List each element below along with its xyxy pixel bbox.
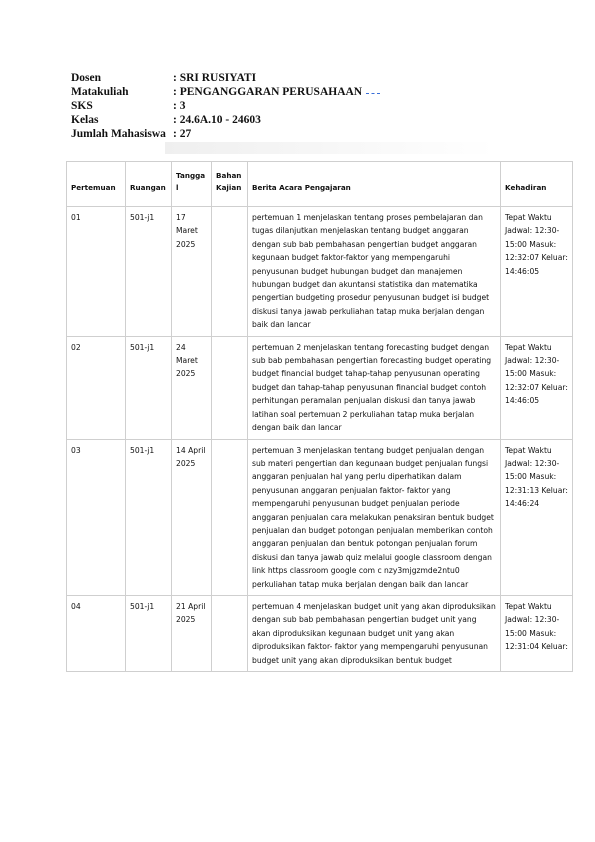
cell-bahan-kajian xyxy=(212,207,248,337)
col-header-ruangan: Ruangan xyxy=(126,162,172,207)
col-header-pertemuan: Pertemuan xyxy=(67,162,126,207)
header-row-matakuliah xyxy=(71,85,380,99)
cell-tanggal: 14 April 2025 xyxy=(172,439,212,595)
cell-bahan-kajian xyxy=(212,595,248,671)
header-label: Dosen xyxy=(71,72,102,84)
course-header xyxy=(71,71,380,141)
header-value: : 24.6A.10 - 24603 xyxy=(173,114,261,126)
header-shade xyxy=(165,142,495,154)
cell-ruangan: 501-j1 xyxy=(126,336,172,439)
spellcheck-underline xyxy=(366,85,380,94)
header-row-kelas xyxy=(71,113,380,127)
cell-berita-acara: pertemuan 1 menjelaskan tentang proses pembelajaran dan tugas dilanjutkan menjelaskan tentang budget anggaran dengan sub bab pembahasan pengertian budget anggaran kegunaan budget faktor-faktor yang mempengaruhi penyusunan budget hubungan budget dan manajemen hubungan budget dan akuntansi statistika dan matematika pengertian budgeting prosedur penyusunan budget isi budget diskusi tanya jawab perkuliahan tatap muka berjalan dengan baik dan lancar xyxy=(248,207,501,337)
cell-pertemuan: 01 xyxy=(67,207,126,337)
table-row xyxy=(67,336,573,439)
header-label: SKS xyxy=(71,100,93,112)
teaching-log-table xyxy=(66,161,573,672)
table-row xyxy=(67,207,573,337)
cell-bahan-kajian xyxy=(212,439,248,595)
header-label: Jumlah Mahasiswa xyxy=(71,128,166,140)
cell-pertemuan: 02 xyxy=(67,336,126,439)
cell-berita-acara: pertemuan 4 menjelaskan budget unit yang akan diproduksikan dengan sub bab pembahasan pengertian budget unit yang akan diproduksikan kegunaan budget unit yang akan diproduksikan faktor- faktor yang mempengaruhi penyusunan budget unit yang akan diproduksikan bentuk budget xyxy=(248,595,501,671)
col-header-kehadiran: Kehadiran xyxy=(501,162,573,207)
cell-kehadiran: Tepat Waktu Jadwal: 12:30-15:00 Masuk: 12:31:04 Keluar: xyxy=(501,595,573,671)
cell-tanggal: 17 Maret 2025 xyxy=(172,207,212,337)
col-header-tanggal: Tanggal xyxy=(172,162,212,207)
header-value: : 3 xyxy=(173,100,186,112)
header-label: Matakuliah xyxy=(71,86,129,98)
header-label: Kelas xyxy=(71,114,99,126)
header-row-dosen xyxy=(71,71,380,85)
cell-pertemuan: 04 xyxy=(67,595,126,671)
cell-berita-acara: pertemuan 3 menjelaskan tentang budget penjualan dengan sub materi pengertian dan kegunaan budget penjualan fungsi anggaran penjualan hal yang perlu diperhatikan dalam penyusunan anggaran penjualan faktor- faktor yang mempengaruhi penyusunan budget penjualan periode anggaran penjualan cara melakukan penaksiran bentuk budget penjualan dan budget potongan penjualan memberikan contoh anggaran penjualan dan bentuk potongan penjualan forum diskusi dan tanya jawab quiz melalui google classroom dengan link https classroom google com c nzy3mjgzmde2ntu0 perkuliahan tatap muka berjalan dengan baik dan lancar xyxy=(248,439,501,595)
header-row-jumlah xyxy=(71,127,380,141)
cell-tanggal: 21 April 2025 xyxy=(172,595,212,671)
cell-kehadiran: Tepat Waktu Jadwal: 12:30-15:00 Masuk: 12:31:13 Keluar: 14:46:24 xyxy=(501,439,573,595)
cell-kehadiran: Tepat Waktu Jadwal: 12:30-15:00 Masuk: 12:32:07 Keluar: 14:46:05 xyxy=(501,336,573,439)
cell-ruangan: 501-j1 xyxy=(126,207,172,337)
cell-pertemuan: 03 xyxy=(67,439,126,595)
col-header-bahan-kajian: Bahan Kajian xyxy=(212,162,248,207)
header-value: : SRI RUSIYATI xyxy=(173,72,257,84)
header-row-sks xyxy=(71,99,380,113)
cell-kehadiran: Tepat Waktu Jadwal: 12:30-15:00 Masuk: 12:32:07 Keluar: 14:46:05 xyxy=(501,207,573,337)
table-row xyxy=(67,595,573,671)
col-header-berita-acara: Berita Acara Pengajaran xyxy=(248,162,501,207)
header-value: : PENGANGGARAN PERUSAHAAN xyxy=(173,86,363,98)
header-value: : 27 xyxy=(173,128,192,140)
cell-ruangan: 501-j1 xyxy=(126,595,172,671)
cell-berita-acara: pertemuan 2 menjelaskan tentang forecasting budget dengan sub bab pembahasan pengertian forecasting budget operating budget financial budget tahap-tahap penyusunan operating budget dan tahap-tahap penyusunan financial budget contoh perhitungan peramalan penjualan diskusi dan tanya jawab latihan soal pertemuan 2 perkuliahan tatap muka berjalan dengan baik dan lancar xyxy=(248,336,501,439)
cell-bahan-kajian xyxy=(212,336,248,439)
table-row xyxy=(67,439,573,595)
table-header-row xyxy=(67,162,573,207)
cell-ruangan: 501-j1 xyxy=(126,439,172,595)
cell-tanggal: 24 Maret 2025 xyxy=(172,336,212,439)
